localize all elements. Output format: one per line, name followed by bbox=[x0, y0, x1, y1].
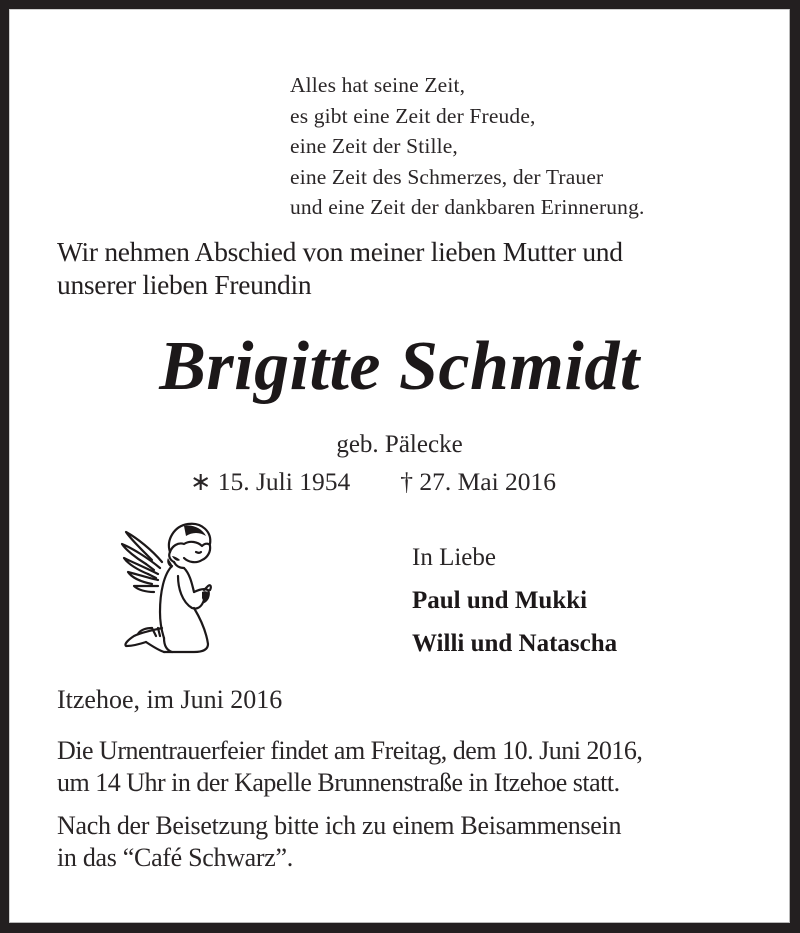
kneeling-praying-angel-icon bbox=[112, 512, 222, 662]
gathering-line: Nach der Beisetzung bitte ich zu einem Beisammensein bbox=[57, 811, 622, 840]
ceremony-info bbox=[57, 735, 642, 799]
poem-line: eine Zeit der Stille, bbox=[290, 134, 458, 158]
poem-line: Alles hat seine Zeit, bbox=[290, 73, 466, 97]
place-date: Itzehoe, im Juni 2016 bbox=[57, 685, 283, 714]
poem-line: eine Zeit des Schmerzes, der Trauer bbox=[290, 164, 604, 189]
farewell-intro bbox=[57, 236, 623, 301]
mourners-block bbox=[412, 536, 617, 665]
ceremony-line: Die Urnentrauerfeier findet am Freitag, dem 10. Juni 2016, bbox=[57, 736, 643, 765]
obituary-notice bbox=[9, 9, 790, 923]
mourners-intro: In Liebe bbox=[412, 544, 496, 571]
gathering-line: in das “Café Schwarz”. bbox=[57, 843, 293, 872]
death-date: † 27. Mai 2016 bbox=[400, 467, 557, 496]
maiden-name: geb. Pälecke bbox=[336, 431, 463, 458]
gathering-info bbox=[57, 810, 621, 874]
intro-line: unserer lieben Freundin bbox=[57, 268, 312, 300]
birth-date: ∗ 15. Juli 1954 bbox=[190, 467, 351, 496]
intro-line: Wir nehmen Abschied von meiner lieben Mutter und bbox=[57, 236, 623, 267]
mourner-names: Paul und Mukki bbox=[412, 587, 588, 614]
poem-line: und eine Zeit der dankbaren Erinnerung. bbox=[290, 195, 645, 219]
poem-quote bbox=[290, 70, 645, 223]
mourner-names: Willi und Natascha bbox=[412, 630, 618, 657]
deceased-name: Brigitte Schmidt bbox=[159, 328, 640, 405]
ceremony-line: um 14 Uhr in der Kapelle Brunnenstraße in Itzehoe statt. bbox=[57, 768, 620, 797]
poem-line: es gibt eine Zeit der Freude, bbox=[290, 103, 536, 128]
life-dates bbox=[190, 465, 556, 499]
